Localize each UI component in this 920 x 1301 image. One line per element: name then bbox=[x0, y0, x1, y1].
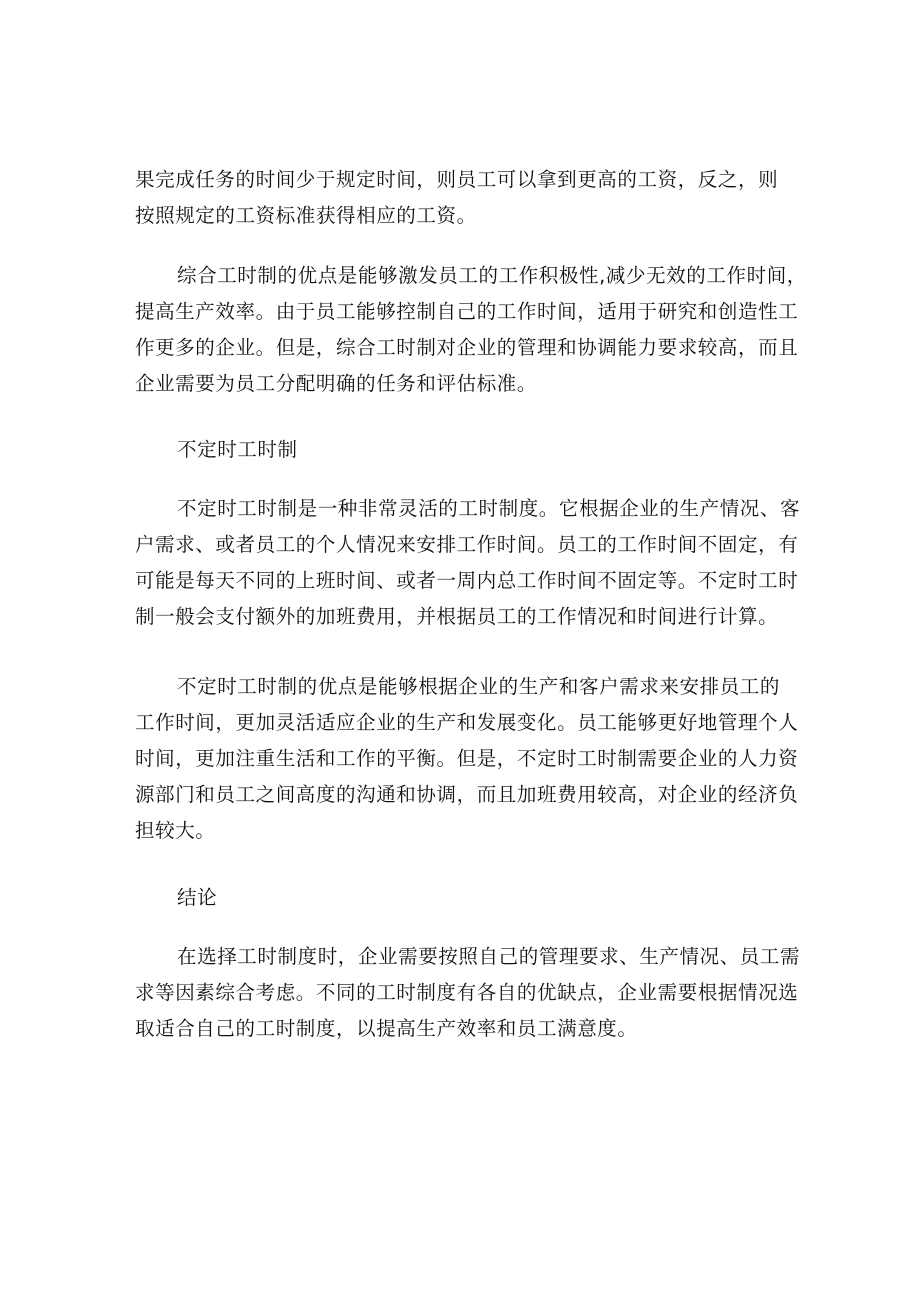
paragraph-line: 制一般会支付额外的加班费用，并根据员工的工作情况和时间进行计算。 bbox=[135, 605, 779, 628]
paragraph-line: 果完成任务的时间少于规定时间，则员工可以拿到更高的工资，反之，则 bbox=[135, 168, 779, 191]
paragraph-line: 求等因素综合考虑。不同的工时制度有各自的优缺点，企业需要根据情况选 bbox=[135, 981, 799, 1004]
paragraph-line: 不定时工时制的优点是能够根据企业的生产和客户需求来安排员工的 bbox=[177, 675, 781, 698]
paragraph-line: 企业需要为员工分配明确的任务和评估标准。 bbox=[135, 372, 538, 395]
paragraph-line: 源部门和员工之间高度的沟通和协调，而且加班费用较高，对企业的经济负 bbox=[135, 783, 799, 806]
paragraph-line: 担较大。 bbox=[135, 819, 216, 842]
paragraph-comprehensive-advantages bbox=[135, 258, 807, 402]
paragraph-line: 作更多的企业。但是，综合工时制对企业的管理和协调能力要求较高，而且 bbox=[135, 336, 799, 359]
paragraph-flexible-advantages bbox=[135, 669, 799, 849]
paragraph-line: 户需求、或者员工的个人情况来安排工作时间。员工的工作时间不固定，有 bbox=[135, 533, 799, 556]
paragraph-line: 按照规定的工资标准获得相应的工资。 bbox=[135, 204, 477, 227]
paragraph-continuation bbox=[135, 162, 795, 234]
paragraph-line: 综合工时制的优点是能够激发员工的工作积极性,减少无效的工作时间， bbox=[177, 264, 807, 287]
section-heading-flexible-hours: 不定时工时制 bbox=[177, 438, 298, 461]
paragraph-line: 取适合自己的工时制度，以提高生产效率和员工满意度。 bbox=[135, 1017, 638, 1040]
paragraph-line: 工作时间，更加灵活适应企业的生产和发展变化。员工能够更好地管理个人 bbox=[135, 711, 799, 734]
paragraph-line: 不定时工时制是一种非常灵活的工时制度。它根据企业的生产情况、客 bbox=[177, 497, 801, 520]
section-heading-conclusion: 结论 bbox=[177, 886, 218, 909]
paragraph-line: 可能是每天不同的上班时间、或者一周内总工作时间不固定等。不定时工时 bbox=[135, 569, 799, 592]
paragraph-flexible-definition bbox=[135, 491, 801, 635]
paragraph-line: 在选择工时制度时，企业需要按照自己的管理要求、生产情况、员工需 bbox=[177, 945, 801, 968]
paragraph-line: 时间，更加注重生活和工作的平衡。但是，不定时工时制需要企业的人力资 bbox=[135, 747, 799, 770]
paragraph-conclusion bbox=[135, 939, 801, 1047]
paragraph-line: 提高生产效率。由于员工能够控制自己的工作时间，适用于研究和创造性工 bbox=[135, 300, 799, 323]
